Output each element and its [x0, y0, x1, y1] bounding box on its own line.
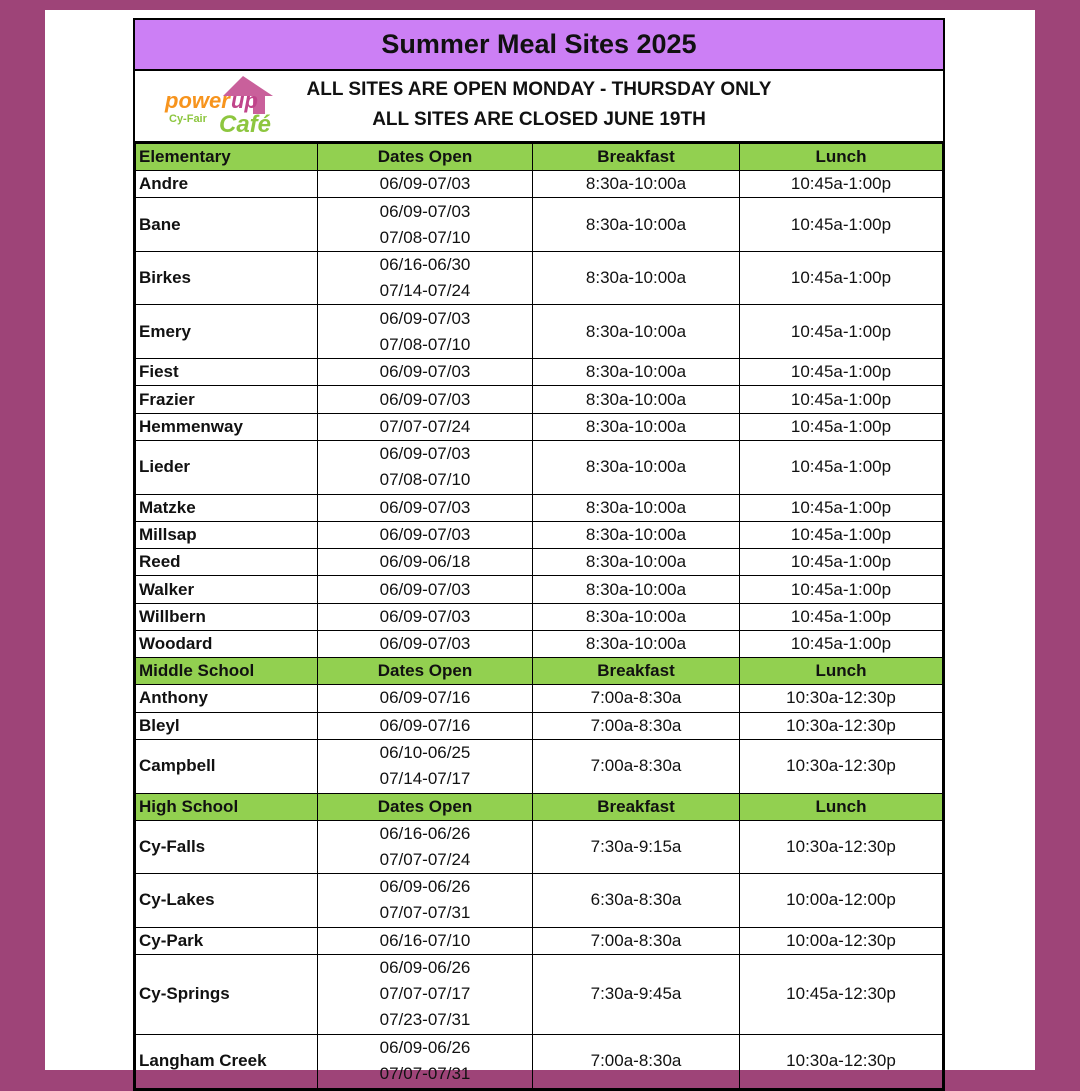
breakfast-time: 7:00a-8:30a [533, 712, 740, 739]
table-row [136, 685, 943, 712]
date-range: 07/07-07/17 [379, 984, 471, 1004]
breakfast-time: 8:30a-10:00a [533, 440, 740, 494]
lunch-time: 10:45a-1:00p [740, 386, 943, 413]
date-range: 06/09-06/18 [379, 552, 471, 572]
table-row [136, 440, 943, 494]
date-range: 07/23-07/31 [379, 1010, 471, 1030]
table-row [136, 386, 943, 413]
column-header: Lunch [740, 144, 943, 171]
dates-open [318, 576, 533, 603]
lunch-time: 10:45a-1:00p [740, 549, 943, 576]
table-row [136, 413, 943, 440]
dates-open [318, 251, 533, 305]
site-name: Hemmenway [136, 413, 318, 440]
breakfast-time: 8:30a-10:00a [533, 521, 740, 548]
site-name: Andre [136, 171, 318, 198]
info-banner [135, 71, 943, 143]
dates-open [318, 305, 533, 359]
lunch-time: 10:45a-1:00p [740, 521, 943, 548]
column-header: Dates Open [318, 793, 533, 820]
site-name: Emery [136, 305, 318, 359]
site-name: Cy-Park [136, 927, 318, 954]
table-row [136, 631, 943, 658]
date-range: 06/09-07/03 [379, 579, 471, 599]
site-name: Walker [136, 576, 318, 603]
site-name: Millsap [136, 521, 318, 548]
page-title: Summer Meal Sites 2025 [135, 20, 943, 71]
breakfast-time: 7:00a-8:30a [533, 685, 740, 712]
date-range: 07/14-07/24 [379, 281, 471, 301]
meal-sites-sheet [133, 18, 945, 1091]
date-range: 06/09-06/26 [379, 1038, 471, 1058]
date-range: 06/16-06/26 [379, 823, 471, 843]
date-range: 06/09-07/03 [379, 634, 471, 654]
column-header: Breakfast [533, 144, 740, 171]
table-row [136, 739, 943, 793]
site-name: Cy-Falls [136, 820, 318, 874]
dates-open [318, 685, 533, 712]
date-range: 06/09-07/03 [379, 362, 471, 382]
column-header: Breakfast [533, 793, 740, 820]
lunch-time: 10:30a-12:30p [740, 1034, 943, 1088]
closed-date-notice: ALL SITES ARE CLOSED JUNE 19TH [372, 109, 706, 130]
dates-open [318, 820, 533, 874]
table-row [136, 521, 943, 548]
table-row [136, 171, 943, 198]
breakfast-time: 7:00a-8:30a [533, 739, 740, 793]
page-card [45, 10, 1035, 1084]
breakfast-time: 8:30a-10:00a [533, 359, 740, 386]
site-name: Campbell [136, 739, 318, 793]
site-name: Anthony [136, 685, 318, 712]
date-range: 06/09-07/16 [379, 715, 471, 735]
date-range: 06/09-07/03 [379, 389, 471, 409]
breakfast-time: 8:30a-10:00a [533, 631, 740, 658]
date-range: 06/16-07/10 [379, 930, 471, 950]
lunch-time: 10:45a-12:30p [740, 955, 943, 1035]
date-range: 07/08-07/10 [379, 470, 471, 490]
dates-open [318, 440, 533, 494]
lunch-time: 10:00a-12:00p [740, 874, 943, 928]
lunch-time: 10:30a-12:30p [740, 685, 943, 712]
column-header: Lunch [740, 658, 943, 685]
date-range: 07/08-07/10 [379, 334, 471, 354]
lunch-time: 10:30a-12:30p [740, 739, 943, 793]
site-name: Matzke [136, 494, 318, 521]
lunch-time: 10:45a-1:00p [740, 440, 943, 494]
dates-open [318, 386, 533, 413]
dates-open [318, 927, 533, 954]
breakfast-time: 8:30a-10:00a [533, 305, 740, 359]
table-row [136, 198, 943, 252]
open-days-notice: ALL SITES ARE OPEN MONDAY - THURSDAY ONLY [306, 79, 772, 100]
dates-open [318, 549, 533, 576]
breakfast-time: 7:00a-8:30a [533, 1034, 740, 1088]
breakfast-time: 8:30a-10:00a [533, 494, 740, 521]
lunch-time: 10:45a-1:00p [740, 359, 943, 386]
dates-open [318, 739, 533, 793]
date-range: 06/09-07/03 [379, 497, 471, 517]
table-row [136, 494, 943, 521]
column-header: Breakfast [533, 658, 740, 685]
dates-open [318, 171, 533, 198]
section-header-row [136, 793, 943, 820]
breakfast-time: 8:30a-10:00a [533, 198, 740, 252]
dates-open [318, 494, 533, 521]
lunch-time: 10:45a-1:00p [740, 171, 943, 198]
breakfast-time: 8:30a-10:00a [533, 549, 740, 576]
dates-open [318, 603, 533, 630]
site-name: Langham Creek [136, 1034, 318, 1088]
lunch-time: 10:45a-1:00p [740, 305, 943, 359]
table-row [136, 712, 943, 739]
lunch-time: 10:45a-1:00p [740, 413, 943, 440]
dates-open [318, 198, 533, 252]
lunch-time: 10:45a-1:00p [740, 494, 943, 521]
lunch-time: 10:30a-12:30p [740, 820, 943, 874]
site-name: Cy-Springs [136, 955, 318, 1035]
table-row [136, 251, 943, 305]
table-row [136, 359, 943, 386]
breakfast-time: 6:30a-8:30a [533, 874, 740, 928]
site-name: Fiest [136, 359, 318, 386]
dates-open [318, 359, 533, 386]
site-name: Woodard [136, 631, 318, 658]
lunch-time: 10:45a-1:00p [740, 198, 943, 252]
table-row [136, 603, 943, 630]
breakfast-time: 7:30a-9:15a [533, 820, 740, 874]
site-name: Bane [136, 198, 318, 252]
breakfast-time: 8:30a-10:00a [533, 603, 740, 630]
date-range: 06/09-07/03 [379, 174, 471, 194]
date-range: 07/07-07/31 [379, 1064, 471, 1084]
dates-open [318, 712, 533, 739]
lunch-time: 10:00a-12:30p [740, 927, 943, 954]
breakfast-time: 8:30a-10:00a [533, 251, 740, 305]
table-row [136, 549, 943, 576]
section-name: Middle School [136, 658, 318, 685]
lunch-time: 10:30a-12:30p [740, 712, 943, 739]
date-range: 06/16-06/30 [379, 255, 471, 275]
date-range: 07/07-07/24 [379, 416, 471, 436]
table-row [136, 820, 943, 874]
site-name: Reed [136, 549, 318, 576]
section-name: Elementary [136, 144, 318, 171]
site-name: Birkes [136, 251, 318, 305]
logo-word-up: up [231, 88, 258, 113]
section-header-row [136, 144, 943, 171]
table-row [136, 927, 943, 954]
lunch-time: 10:45a-1:00p [740, 603, 943, 630]
date-range: 06/09-06/26 [379, 958, 471, 978]
column-header: Lunch [740, 793, 943, 820]
logo-word-power: power [165, 88, 230, 113]
dates-open [318, 631, 533, 658]
site-name: Lieder [136, 440, 318, 494]
logo-brand: Cy-Fair [169, 113, 207, 125]
breakfast-time: 7:30a-9:45a [533, 955, 740, 1035]
dates-open [318, 955, 533, 1035]
date-range: 06/09-07/03 [379, 525, 471, 544]
logo-word-cafe: Café [219, 111, 272, 136]
table-row [136, 305, 943, 359]
date-range: 06/09-06/26 [379, 877, 471, 897]
dates-open [318, 521, 533, 548]
meal-sites-table [135, 143, 943, 1089]
dates-open [318, 874, 533, 928]
section-name: High School [136, 793, 318, 820]
date-range: 06/09-07/03 [379, 606, 471, 626]
date-range: 07/07-07/24 [379, 849, 471, 869]
date-range: 06/09-07/16 [379, 688, 471, 708]
date-range: 06/10-06/25 [379, 743, 471, 763]
site-name: Frazier [136, 386, 318, 413]
lunch-time: 10:45a-1:00p [740, 251, 943, 305]
section-header-row [136, 658, 943, 685]
breakfast-time: 8:30a-10:00a [533, 171, 740, 198]
lunch-time: 10:45a-1:00p [740, 631, 943, 658]
date-range: 07/07-07/31 [379, 903, 471, 923]
table-row [136, 576, 943, 603]
site-name: Willbern [136, 603, 318, 630]
breakfast-time: 8:30a-10:00a [533, 413, 740, 440]
column-header: Dates Open [318, 658, 533, 685]
date-range: 06/09-07/03 [379, 308, 471, 328]
site-name: Bleyl [136, 712, 318, 739]
table-row [136, 955, 943, 1035]
column-header: Dates Open [318, 144, 533, 171]
date-range: 06/09-07/03 [379, 201, 471, 221]
site-name: Cy-Lakes [136, 874, 318, 928]
dates-open [318, 413, 533, 440]
date-range: 06/09-07/03 [379, 444, 471, 464]
breakfast-time: 8:30a-10:00a [533, 576, 740, 603]
breakfast-time: 8:30a-10:00a [533, 386, 740, 413]
date-range: 07/08-07/10 [379, 227, 471, 247]
date-range: 07/14-07/17 [379, 769, 471, 789]
lunch-time: 10:45a-1:00p [740, 576, 943, 603]
breakfast-time: 7:00a-8:30a [533, 927, 740, 954]
table-row [136, 874, 943, 928]
